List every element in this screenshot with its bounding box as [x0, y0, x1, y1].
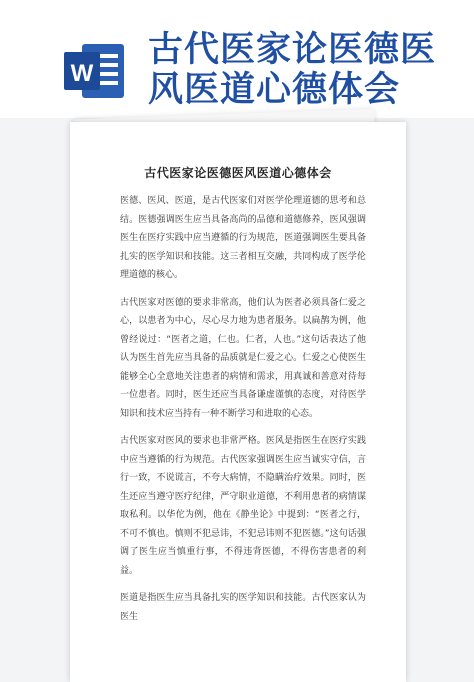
paragraph: 医德、医风、医道，是古代医家们对医学伦理道德的思考和总结。医德强调医生应当具备高尚的品德和道德修养，医风强调医生在医疗实践中应当遵循的行为规范，医道强调医生要具备扎实的医学知识和技能。这三者相互交融，共同构成了医学伦理道德的核心。	[120, 196, 366, 280]
page-title	[148, 30, 466, 110]
document-page	[70, 122, 406, 682]
word-document-icon	[62, 38, 128, 104]
word-logo-letter: W	[70, 60, 94, 87]
paragraph: 医道是指医生应当具备扎实的医学知识和技能。古代医家认为医生	[120, 593, 366, 622]
document-title: 古代医家论医德医风医道心德体会	[144, 166, 332, 180]
paragraph: 古代医家对医德的要求非常高，他们认为医者必须具备仁爱之心，以患者为中心，尽心尽力地为患者服务。以扁鹊为例，他曾经说过：“医者之道，仁也。仁者，人也。”这句话表达了他认为医生首先应当具备的品质就是仁爱之心。仁爱之心使医生能够全心全意地关注患者的病情和需求，用真诚和善意对待每一位患者。同时，医生还应当具备谦虚谨慎的态度，对待医学知识和技术应当持有一种不断学习和进取的心态。	[120, 297, 366, 419]
document-body	[120, 192, 366, 635]
title-line-2: 风医道心德体会	[148, 70, 401, 110]
title-line-1: 古代医家论医德医	[148, 30, 437, 70]
paragraph: 古代医家对医风的要求也非常严格。医风是指医生在医疗实践中应当遵循的行为规范。古代医家强调医生应当诚实守信，言行一致，不说谎言，不夸大病情，不隐瞒治疗效果。同时，医生还应当遵守医疗纪律，严守职业道德，不利用患者的病情谋取私利。以华佗为例，他在《静坐论》中提到：“医者之行，不可不慎也。慎则不犯忌讳，不犯忌讳则不犯医德。”这句话强调了医生应当慎重行事，不得违背医德，不得伤害患者的利益。	[120, 436, 366, 576]
banner-header	[0, 0, 474, 118]
